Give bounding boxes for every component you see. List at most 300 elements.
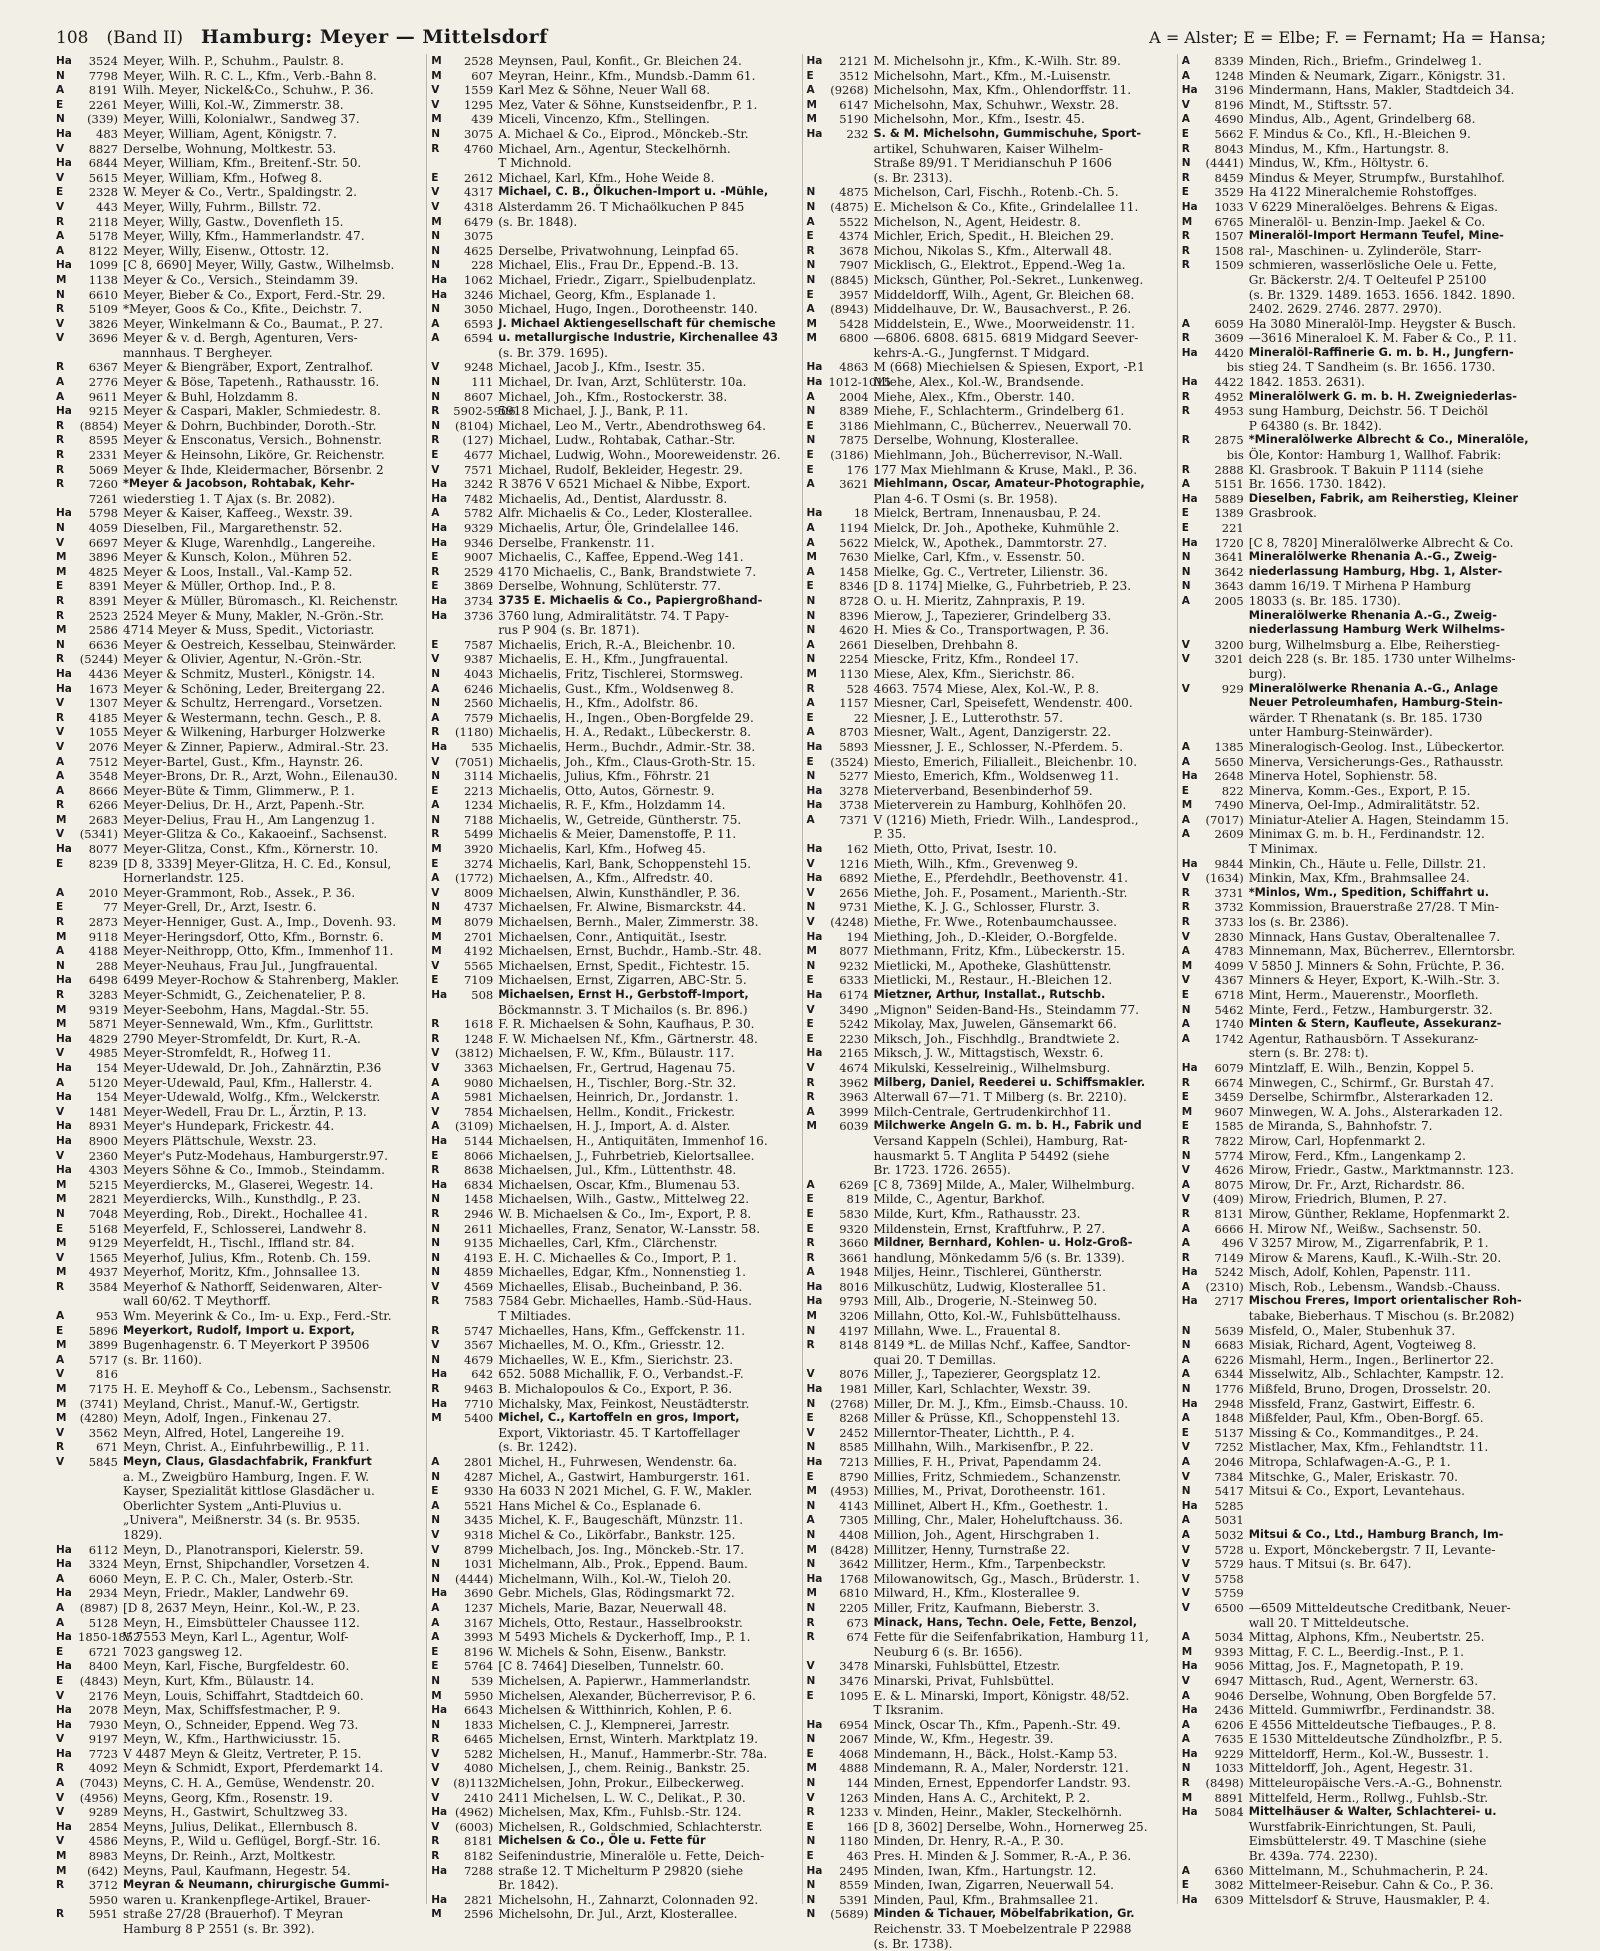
exchange-code: N xyxy=(806,1324,816,1337)
entry-text: Miller & Prüsse, Kfl., Schoppenstehl 13. xyxy=(873,1411,1120,1426)
directory-entry xyxy=(1182,550,1546,565)
phone-number: 539 xyxy=(471,1673,494,1688)
directory-entry xyxy=(431,1907,795,1922)
exchange-code: E xyxy=(431,580,439,593)
directory-entry xyxy=(431,857,795,872)
exchange-code: E xyxy=(806,1689,814,1702)
entry-text: Mindus, Alb., Agent, Grindelberg 68. xyxy=(1248,112,1476,127)
phone-number: 2410 xyxy=(463,1790,494,1805)
exchange-code: Ha xyxy=(431,492,448,505)
phone-number: 8389 xyxy=(839,404,869,419)
directory-entry xyxy=(807,1280,1171,1295)
exchange-code: N xyxy=(431,1251,441,1264)
phone-number: 6112 xyxy=(88,1542,118,1557)
exchange-code: A xyxy=(806,1266,815,1279)
exchange-code: R xyxy=(1181,1251,1190,1264)
phone-number: 5144 xyxy=(463,1133,494,1148)
directory-entry xyxy=(1182,54,1546,69)
directory-entry xyxy=(431,944,795,959)
phone-number: 7109 xyxy=(463,973,494,988)
entry-text: stieg 24. T Sandheim (s. Br. 1656. 1730. xyxy=(1248,360,1496,375)
entry-text: Michael, Arn., Agentur, Steckelhörnh. xyxy=(498,141,731,156)
exchange-code: N xyxy=(806,624,816,637)
exchange-code: R xyxy=(431,565,440,578)
exchange-code: A xyxy=(1181,594,1190,607)
exchange-code: V xyxy=(56,1368,65,1381)
phone-number: 822 xyxy=(1221,783,1244,798)
entry-text: Mitteldorff, Herm., Kol.-W., Bussestr. 1. xyxy=(1248,1746,1489,1761)
directory-entry xyxy=(807,1294,1171,1309)
entry-text: Meyn, Kurt, Kfm., Bülaustr. 14. xyxy=(123,1673,315,1688)
directory-entry xyxy=(807,1163,1171,1178)
directory-entry xyxy=(431,360,795,375)
directory-entry xyxy=(1182,565,1546,580)
exchange-code: Ha xyxy=(56,1164,72,1177)
exchange-code: V xyxy=(56,726,65,739)
exchange-code: V xyxy=(431,1105,440,1118)
entry-text: (s. Br. 2313). xyxy=(873,170,953,185)
entry-text: Michael, Leo M., Vertr., Abendrothsweg 64. xyxy=(498,418,767,433)
phone-number: 5759 xyxy=(1214,1586,1244,1601)
entry-text: Mittasch, Rud., Agent, Wernerstr. 63. xyxy=(1248,1673,1479,1688)
phone-number: 4569 xyxy=(463,1279,494,1294)
entry-text: Öle, Kontor: Hamburg 1, Wallhof. Fabrik: xyxy=(1248,448,1502,463)
directory-entry xyxy=(807,1265,1171,1280)
exchange-code: A xyxy=(56,1310,65,1323)
exchange-code: E xyxy=(431,551,439,564)
exchange-code: V xyxy=(806,916,815,929)
directory-entry xyxy=(807,1703,1171,1718)
entry-text: u. Export, Mönckebergstr. 7 II, Levante- xyxy=(1248,1542,1496,1557)
phone-number: 5031 xyxy=(1214,1513,1244,1528)
entry-text: Michael, Karl, Kfm., Hohe Weide 8. xyxy=(498,170,715,185)
entry-text: Michael, Joh., Kfm., Rostockerstr. 38. xyxy=(498,389,728,404)
directory-entry xyxy=(56,988,420,1003)
phone-number: 3736 xyxy=(463,608,494,623)
directory-entry xyxy=(56,1834,420,1849)
phone-number: 4420 xyxy=(1214,345,1244,360)
directory-entry xyxy=(431,1265,795,1280)
exchange-code: V xyxy=(1181,1558,1190,1571)
phone-number: 4783 xyxy=(1214,944,1244,959)
directory-entry xyxy=(1182,594,1546,609)
phone-number: 3529 xyxy=(1214,185,1244,200)
exchange-code: R xyxy=(1181,390,1190,403)
directory-entry xyxy=(807,244,1171,259)
phone-number: 2821 xyxy=(88,1192,118,1207)
phone-number: 5190 xyxy=(839,112,869,127)
directory-entry xyxy=(807,1601,1171,1616)
entry-text: Minwegen, W. A. Johs., Alsterarkaden 12. xyxy=(1248,1104,1503,1119)
phone-number: (5341) xyxy=(79,827,118,842)
phone-number xyxy=(1204,696,1249,711)
phone-number: 2648 xyxy=(1214,769,1244,784)
exchange-code: N xyxy=(431,697,441,710)
exchange-code: R xyxy=(806,1339,815,1352)
entry-text: Mindus, M., Kfm., Hartungstr. 8. xyxy=(1248,141,1450,156)
entry-text: Michaelis, Karl, Kfm., Hofweg 45. xyxy=(498,842,706,857)
entry-text: Millitzer, Henny, Turnstraße 22. xyxy=(873,1542,1070,1557)
directory-entry xyxy=(807,1645,1171,1660)
directory-entry xyxy=(807,609,1171,624)
directory-entry xyxy=(56,375,420,390)
exchange-code: N xyxy=(806,770,816,783)
directory-entry xyxy=(1182,1353,1546,1368)
directory-entry xyxy=(56,1134,420,1149)
exchange-code: N xyxy=(806,434,816,447)
exchange-code: M xyxy=(431,69,442,82)
entry-text: Oberlichter System „Anti-Pluvius u. xyxy=(123,1498,342,1513)
phone-number: 3899 xyxy=(88,1338,118,1353)
phone-number: 6039 xyxy=(839,1119,869,1134)
phone-number: 5951 xyxy=(88,1907,118,1922)
exchange-code: E xyxy=(56,1222,64,1235)
exchange-code: E xyxy=(431,1645,439,1658)
entry-text: Michaelis, Karl, Bank, Schoppenstehl 15. xyxy=(498,856,752,871)
phone-number xyxy=(78,871,123,886)
directory-entry xyxy=(431,1251,795,1266)
directory-entry xyxy=(807,1367,1171,1382)
exchange-code: M xyxy=(806,1587,817,1600)
directory-entry xyxy=(431,375,795,390)
entry-text: Mielck, W., Apothek., Dammtorstr. 27. xyxy=(873,535,1108,550)
directory-entry xyxy=(56,1017,420,1032)
exchange-code: M xyxy=(431,945,442,958)
exchange-code: Ha xyxy=(431,1864,448,1877)
phone-number: 3732 xyxy=(1214,900,1244,915)
phone-number: 5391 xyxy=(839,1892,869,1907)
exchange-code: R xyxy=(431,828,440,841)
entry-text: M (668) Miechielsen & Spiesen, Export, -P.1 xyxy=(873,360,1145,375)
entry-text: Michel, H., Fuhrwesen, Wendenstr. 6a. xyxy=(498,1455,737,1469)
phone-number: 8391 xyxy=(88,593,118,608)
exchange-code xyxy=(56,1470,78,1485)
exchange-code: R xyxy=(806,1631,815,1644)
entry-text: Minck, Oscar Th., Kfm., Papenh.-Str. 49. xyxy=(873,1717,1121,1732)
phone-number: 5950 xyxy=(463,1688,494,1703)
phone-number: (5689) xyxy=(830,1907,869,1922)
exchange-code: V xyxy=(806,1368,815,1381)
phone-number: 2830 xyxy=(1214,929,1244,944)
exchange-code xyxy=(431,623,453,638)
phone-number: 221 xyxy=(1221,521,1244,535)
entry-text: Miehlmann, Joh., Bücherrevisor, N.-Wall. xyxy=(873,448,1123,463)
exchange-code: N xyxy=(431,244,441,257)
exchange-code: M xyxy=(1181,799,1193,812)
phone-number: 5565 xyxy=(463,958,494,973)
directory-entry xyxy=(431,477,795,492)
directory-entry xyxy=(1182,288,1546,303)
exchange-code: V xyxy=(56,828,65,841)
header-left xyxy=(56,26,548,48)
phone-number: 4674 xyxy=(839,1060,869,1075)
entry-text: Mineralölwerke Rhenania A.-G., Zweig- xyxy=(1248,608,1497,622)
entry-text: Miehe, Alex., Kol.-W., Brandsende. xyxy=(873,375,1084,390)
phone-number: 8607 xyxy=(463,389,494,404)
directory-entry xyxy=(807,769,1171,784)
phone-number: 2205 xyxy=(839,1600,869,1615)
phone-number: 1833 xyxy=(463,1717,494,1732)
directory-entry xyxy=(56,871,420,886)
directory-entry xyxy=(56,579,420,594)
entry-text: Alterwall 67—71. T Milberg (s. Br. 2210). xyxy=(873,1090,1127,1105)
exchange-code: N xyxy=(806,1499,816,1512)
phone-number xyxy=(1204,842,1249,857)
directory-entry xyxy=(807,1791,1171,1806)
exchange-code: Ha xyxy=(431,1134,448,1147)
directory-entry xyxy=(56,112,420,127)
exchange-code: N xyxy=(56,959,65,972)
directory-entry xyxy=(431,1367,795,1382)
exchange-code: A xyxy=(56,1777,65,1790)
directory-entry xyxy=(56,1864,420,1879)
directory-entry xyxy=(1182,229,1546,244)
entry-text: Michaelsen, Alwin, Kunsthändler, P. 36. xyxy=(498,885,741,900)
directory-entry xyxy=(431,1718,795,1733)
directory-entry xyxy=(1182,755,1546,770)
directory-entry xyxy=(1182,1192,1546,1207)
directory-entry xyxy=(56,638,420,653)
phone-number: 8079 xyxy=(463,915,494,930)
exchange-code: Ha xyxy=(56,843,72,856)
directory-entry xyxy=(431,1557,795,1572)
directory-entry xyxy=(56,1805,420,1820)
exchange-code: R xyxy=(431,1018,440,1031)
phone-number: (3741) xyxy=(79,1396,118,1411)
entry-text: Ha 4122 Mineralchemie Rohstoffges. xyxy=(1248,185,1478,200)
directory-entry xyxy=(1182,1222,1546,1237)
phone-number: (8854) xyxy=(79,418,118,433)
directory-entry xyxy=(1182,1236,1546,1251)
directory-entry xyxy=(56,1061,420,1076)
directory-entry xyxy=(807,944,1171,959)
exchange-code: A xyxy=(56,84,65,97)
phone-number: 4937 xyxy=(88,1265,118,1280)
exchange-code: N xyxy=(806,1893,816,1906)
directory-entry xyxy=(1182,886,1546,901)
phone-number: 3186 xyxy=(839,418,869,433)
directory-entry xyxy=(431,900,795,915)
phone-number: 6947 xyxy=(1214,1673,1244,1688)
entry-text: Michaelis, Ad., Dentist, Alardusstr. 8. xyxy=(498,491,728,506)
phone-number xyxy=(1204,725,1249,740)
exchange-code: Ha xyxy=(431,1368,448,1381)
entry-text: T Iksranim. xyxy=(873,1703,944,1718)
directory-entry xyxy=(56,1119,420,1134)
directory-entry xyxy=(431,1747,795,1762)
exchange-code: V xyxy=(431,1061,440,1074)
phone-number: 6674 xyxy=(1214,1075,1244,1090)
directory-entry xyxy=(807,1937,1171,1951)
phone-number: 5069 xyxy=(88,462,118,477)
entry-text: Mittelmeer-Reisebur. Cahn & Co., P. 36. xyxy=(1248,1878,1494,1893)
entry-text: Mieterverband, Besenbinderhof 59. xyxy=(873,783,1093,798)
phone-number: (9268) xyxy=(830,83,869,98)
exchange-code: R xyxy=(1181,463,1190,476)
directory-entry xyxy=(807,1017,1171,1032)
exchange-code xyxy=(56,1484,78,1499)
entry-text: Meyers Plättschule, Wexstr. 23. xyxy=(123,1133,317,1148)
phone-number: 1307 xyxy=(88,696,118,711)
entry-text: Micklisch, G., Elektrot., Eppend.-Weg 1a. xyxy=(873,258,1126,273)
entry-text xyxy=(1249,1513,1546,1528)
exchange-code: E xyxy=(806,1222,814,1235)
phone-number: 1848 xyxy=(1214,1411,1244,1426)
entry-text: Miese, Alex, Kfm., Sierichstr. 86. xyxy=(873,666,1075,681)
phone-number: 4374 xyxy=(839,229,869,244)
entry-text: Mirow, Friedrich, Blumen, P. 27. xyxy=(1248,1192,1447,1207)
entry-text: ral-, Maschinen- u. Zylinderöle, Starr- xyxy=(1248,243,1482,258)
phone-number: 8459 xyxy=(1214,170,1244,185)
exchange-code: M xyxy=(806,317,817,330)
phone-number: 4197 xyxy=(839,1323,869,1338)
phone-number: 9232 xyxy=(839,958,869,973)
exchange-code: Ha xyxy=(806,784,823,797)
exchange-code xyxy=(1182,1849,1204,1864)
entry-text: Michalsky, Max, Feinkost, Neustädterstr. xyxy=(498,1396,750,1411)
phone-number: 3567 xyxy=(463,1338,494,1353)
directory-entry xyxy=(56,1222,420,1237)
phone-number: 8196 xyxy=(463,1644,494,1659)
exchange-code: E xyxy=(1181,1426,1189,1439)
directory-entry xyxy=(56,1470,420,1485)
directory-entry xyxy=(431,1397,795,1412)
exchange-code: E xyxy=(806,288,814,301)
entry-text: Straße 89/91. T Meridianschuh P 1606 xyxy=(873,156,1112,171)
phone-number: 7371 xyxy=(839,812,869,827)
directory-entry xyxy=(807,1455,1171,1470)
exchange-code: M xyxy=(56,1237,67,1250)
exchange-code: V xyxy=(1181,872,1190,885)
exchange-code: R xyxy=(56,609,65,622)
entry-text: niederlassung Hamburg Werk Wilhelms- xyxy=(1248,623,1505,637)
exchange-code xyxy=(807,346,829,361)
phone-number: 5084 xyxy=(1214,1805,1244,1820)
directory-entry xyxy=(807,871,1171,886)
directory-entry xyxy=(431,1659,795,1674)
directory-entry xyxy=(56,200,420,215)
phone-number: 2523 xyxy=(88,608,118,623)
phone-number: 2328 xyxy=(88,185,118,200)
directory-entry xyxy=(807,594,1171,609)
exchange-code: E xyxy=(1181,1091,1189,1104)
phone-number: 3524 xyxy=(88,54,118,68)
entry-text: Michaelsen, Oscar, Kfm., Blumenau 53. xyxy=(498,1177,740,1192)
exchange-code: M xyxy=(1181,1645,1193,1658)
phone-number: 6465 xyxy=(463,1732,494,1747)
exchange-code: A xyxy=(806,565,815,578)
exchange-code: M xyxy=(806,1543,817,1556)
directory-entry xyxy=(807,1557,1171,1572)
exchange-code: N xyxy=(806,1879,816,1892)
entry-text: Michelsohn, Mart., Kfm., M.-Luisenstr. xyxy=(873,68,1111,83)
exchange-code: Ha xyxy=(56,682,72,695)
entry-text: Gr. Bäckerstr. 2/4. T Oelteufel P 25100 xyxy=(1248,272,1487,287)
entry-text: Meyer & Müller, Orthop. Ind., P. 8. xyxy=(123,579,336,594)
entry-text: handlung, Mönkedamm 5/6 (s. Br. 1339). xyxy=(873,1250,1125,1265)
directory-entry xyxy=(431,346,795,361)
entry-text: Misiak, Richard, Agent, Vogteiweg 8. xyxy=(1248,1338,1477,1353)
directory-entry xyxy=(807,1382,1171,1397)
directory-entry xyxy=(807,171,1171,186)
entry-text: 2524 Meyer & Muny, Makler, N.-Grön.-Str. xyxy=(123,608,384,623)
directory-entry xyxy=(807,302,1171,317)
entry-text: T Minimax. xyxy=(1248,842,1318,857)
entry-text: Minden, Rich., Briefm., Grindelweg 1. xyxy=(1248,54,1482,68)
entry-text: Milde, C., Agentur, Barkhof. xyxy=(873,1192,1045,1207)
phone-number: 2611 xyxy=(463,1221,494,1236)
entry-text: Mierow, J., Tapezierer, Grindelberg 33. xyxy=(873,608,1112,623)
directory-entry xyxy=(1182,667,1546,682)
phone-number: 7583 xyxy=(463,1294,494,1309)
entry-text: Meyerdiercks, M., Glaserei, Wegestr. 14. xyxy=(123,1177,374,1192)
entry-text: Minden, Iwan, Zigarren, Neuerwall 54. xyxy=(873,1878,1114,1893)
exchange-code: V xyxy=(431,1820,440,1833)
directory-entry xyxy=(807,1353,1171,1368)
phone-number: 3548 xyxy=(88,769,118,784)
exchange-code: E xyxy=(56,1645,64,1658)
exchange-code: E xyxy=(1181,507,1189,520)
directory-entry xyxy=(56,69,420,84)
directory-entry xyxy=(431,1586,795,1601)
exchange-code: V xyxy=(431,84,440,97)
phone-number xyxy=(829,142,874,157)
directory-entry xyxy=(56,1499,420,1514)
phone-number: 9229 xyxy=(1214,1746,1244,1761)
exchange-code xyxy=(807,827,829,842)
directory-entry xyxy=(56,1674,420,1689)
exchange-code: A xyxy=(1181,55,1190,67)
directory-entry xyxy=(807,258,1171,273)
phone-number xyxy=(829,1134,874,1149)
phone-number: 2821 xyxy=(463,1892,494,1907)
phone-number: 4317 xyxy=(463,185,494,200)
directory-entry xyxy=(56,302,420,317)
entry-text: Michaelis, Erich, R.-A., Bleichenbr. 10. xyxy=(498,637,736,652)
directory-entry xyxy=(1182,973,1546,988)
phone-number: 4068 xyxy=(839,1746,869,1761)
phone-number: 4192 xyxy=(463,944,494,959)
entry-text: Minte, Ferd., Fetzw., Hamburgerstr. 32. xyxy=(1248,1002,1493,1017)
phone-number: 9319 xyxy=(88,1002,118,1017)
phone-number: 7571 xyxy=(463,462,494,477)
directory-entry xyxy=(1182,725,1546,740)
entry-text: R 3876 V 6521 Michael & Nibbe, Export. xyxy=(498,477,751,492)
phone-number: 5215 xyxy=(88,1177,118,1192)
directory-entry xyxy=(56,1411,420,1426)
entry-text: Michelsen, J., chem. Reinig., Bankstr. 25. xyxy=(498,1761,750,1776)
phone-number: 1507 xyxy=(1214,229,1244,244)
phone-number: 9607 xyxy=(1214,1104,1244,1119)
directory-entry xyxy=(807,448,1171,463)
entry-text: Michaelis, H., Ingen., Oben-Borgfelde 29. xyxy=(498,710,754,725)
exchange-code: R xyxy=(1181,886,1190,899)
directory-entry xyxy=(56,1353,420,1368)
phone-number xyxy=(829,1645,874,1660)
directory-entry xyxy=(431,98,795,113)
entry-text: O. u. H. Mieritz, Zahnpraxis, P. 19. xyxy=(873,593,1086,608)
directory-entry xyxy=(431,1893,795,1908)
phone-number: 2701 xyxy=(463,929,494,944)
exchange-code: V xyxy=(56,536,65,549)
entry-text: Mineralöl-Import Hermann Teufel, Mine- xyxy=(1248,229,1504,243)
directory-entry xyxy=(1182,1324,1546,1339)
directory-entry xyxy=(807,1543,1171,1558)
directory-entry xyxy=(1182,1484,1546,1499)
phone-number: (642) xyxy=(87,1863,118,1878)
exchange-code: R xyxy=(1181,230,1190,243)
directory-entry xyxy=(807,1761,1171,1776)
